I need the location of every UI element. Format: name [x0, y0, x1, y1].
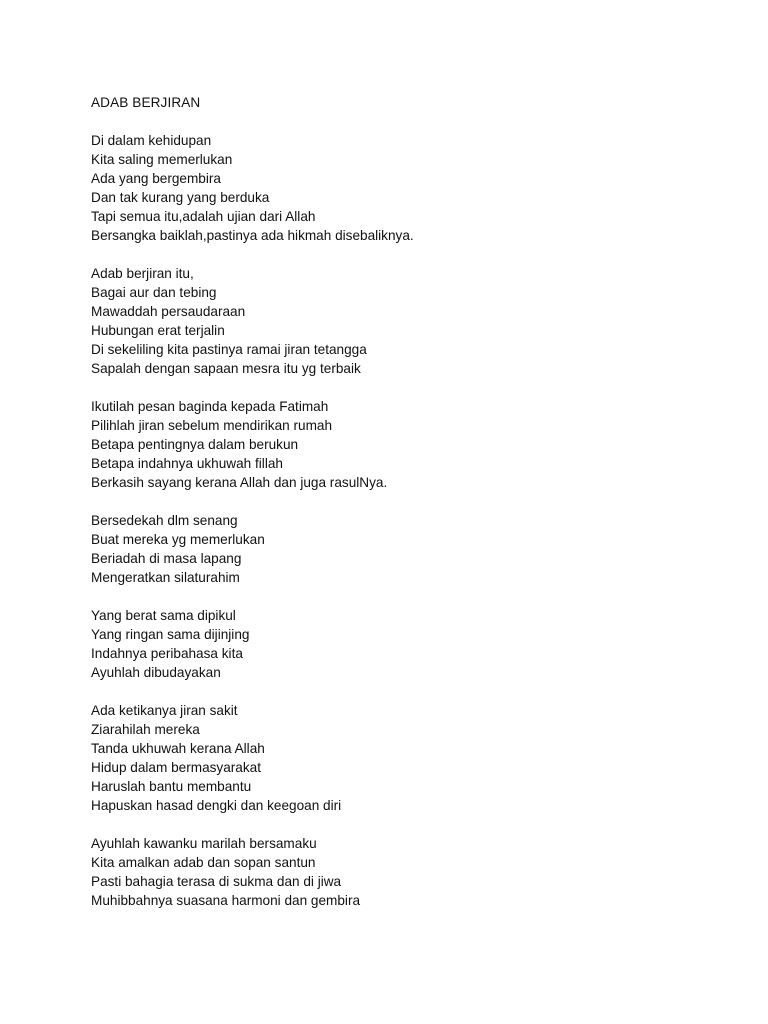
poem-line: Ada ketikanya jiran sakit [91, 703, 238, 718]
poem-stanzas [91, 131, 711, 910]
poem-line: Beriadah di masa lapang [91, 551, 242, 566]
poem-line: Adab berjiran itu, [91, 266, 194, 281]
poem-line: Mengeratkan silaturahim [91, 570, 240, 585]
poem-line: Tanda ukhuwah kerana Allah [91, 741, 265, 756]
poem-line: Ada yang bergembira [91, 171, 221, 186]
poem-line: Sapalah dengan sapaan mesra itu yg terbaik [91, 361, 361, 376]
poem-line: Mawaddah persaudaraan [91, 304, 246, 319]
stanza [91, 701, 711, 815]
poem-line: Hapuskan hasad dengki dan keegoan diri [91, 798, 342, 813]
stanza [91, 264, 711, 378]
poem-line: Betapa pentingnya dalam berukun [91, 437, 299, 452]
poem-line: Buat mereka yg memerlukan [91, 532, 265, 547]
poem-line: Hubungan erat terjalin [91, 323, 225, 338]
poem-title: ADAB BERJIRAN [91, 95, 201, 110]
poem-line: Di sekeliling kita pastinya ramai jiran tetangga [91, 342, 367, 357]
poem-line: Yang berat sama dipikul [91, 608, 236, 623]
poem-line: Ikutilah pesan baginda kepada Fatimah [91, 399, 329, 414]
stanza [91, 834, 711, 910]
poem-line: Dan tak kurang yang berduka [91, 190, 270, 205]
poem-line: Berkasih sayang kerana Allah dan juga rasulNya. [91, 475, 388, 490]
poem-line: Hidup dalam bermasyarakat [91, 760, 262, 775]
poem-line: Bagai aur dan tebing [91, 285, 217, 300]
stanza [91, 606, 711, 682]
stanza [91, 397, 711, 492]
poem-line: Muhibbahnya suasana harmoni dan gembira [91, 893, 361, 908]
poem-line: Bersangka baiklah,pastinya ada hikmah disebaliknya. [91, 228, 414, 243]
poem-line: Betapa indahnya ukhuwah fillah [91, 456, 283, 471]
poem-line: Di dalam kehidupan [91, 133, 212, 148]
poem-line: Tapi semua itu,adalah ujian dari Allah [91, 209, 316, 224]
poem-line: Bersedekah dlm senang [91, 513, 238, 528]
poem-line: Kita saling memerlukan [91, 152, 233, 167]
poem-line: Ayuhlah dibudayakan [91, 665, 221, 680]
poem-line: Haruslah bantu membantu [91, 779, 252, 794]
stanza [91, 511, 711, 587]
poem-line: Pilihlah jiran sebelum mendirikan rumah [91, 418, 333, 433]
poem-line: Pasti bahagia terasa di sukma dan di jiwa [91, 874, 342, 889]
poem-body [91, 93, 711, 910]
poem-line: Indahnya peribahasa kita [91, 646, 243, 661]
stanza [91, 131, 711, 245]
poem-line: Ziarahilah mereka [91, 722, 200, 737]
poem-line: Ayuhlah kawanku marilah bersamaku [91, 836, 317, 851]
poem-line: Kita amalkan adab dan sopan santun [91, 855, 316, 870]
poem-line: Yang ringan sama dijinjing [91, 627, 250, 642]
